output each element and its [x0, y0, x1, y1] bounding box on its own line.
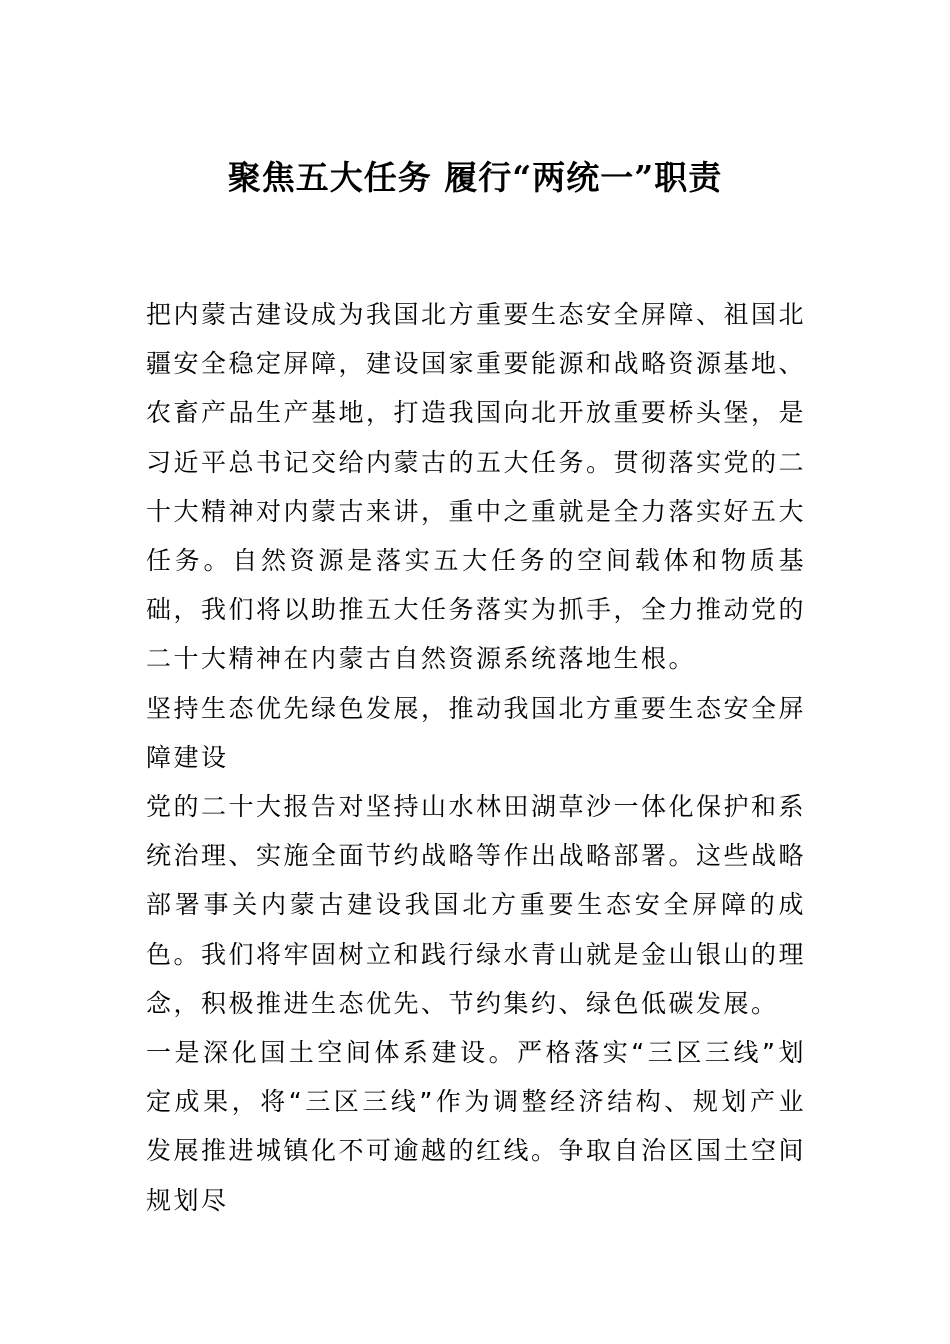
- section-paragraph: 党的二十大报告对坚持山水林田湖草沙一体化保护和系统治理、实施全面节约战略等作出战略部署。这些战略部署事关内蒙古建设我国北方重要生态安全屏障的成色。我们将牢固树立和践行绿水青山就是金山银山的理念，积极推进生态优先、节约集约、绿色低碳发展。: [146, 792, 807, 1018]
- point-one-paragraph: 一是深化国土空间体系建设。严格落实“三区三线”划定成果，将“三区三线”作为调整经济结构、规划产业发展推进城镇化不可逾越的红线。争取自治区国土空间规划尽: [146, 1038, 807, 1215]
- section-heading: 坚持生态优先绿色发展，推动我国北方重要生态安全屏障建设: [146, 693, 807, 772]
- document-body: [146, 290, 806, 1225]
- document-title: 聚焦五大任务 履行“两统一”职责: [227, 158, 723, 197]
- intro-paragraph: 把内蒙古建设成为我国北方重要生态安全屏障、祖国北疆安全稳定屏障，建设国家重要能源和战略资源基地、农畜产品生产基地，打造我国向北开放重要桥头堡，是习近平总书记交给内蒙古的五大任务。贯彻落实党的二十大精神对内蒙古来讲，重中之重就是全力落实好五大任务。自然资源是落实五大任务的空间载体和物质基础，我们将以助推五大任务落实为抓手，全力推动党的二十大精神在内蒙古自然资源系统落地生根。: [146, 300, 807, 674]
